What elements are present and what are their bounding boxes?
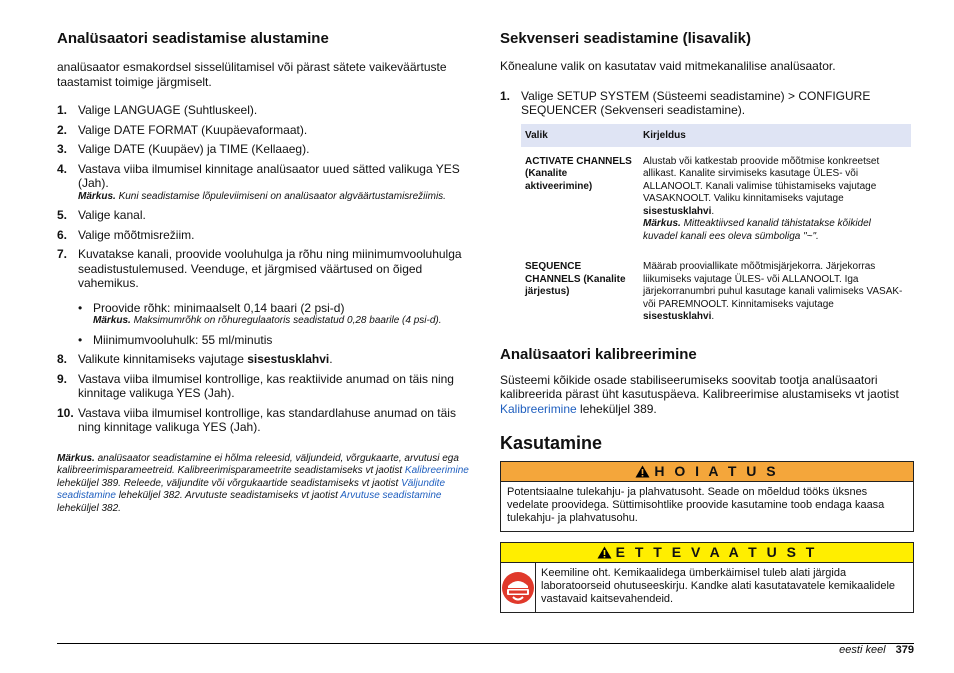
activate-note: Märkus. Mitteaktiivsed kanalid tähistatakse kõikidel kuvadel kanali ees oleva sümboliga "~". <box>643 218 871 242</box>
caution-body <box>501 563 913 612</box>
calibration-text: Süsteemi kõikide osade stabiliseerumiseks soovitab tootja analüsaatori kalibreerida pärast üht kasutuspäeva. Kalibreerimise alustamiseks vt jaotist Kalibreerimine leheküljel 389. <box>500 372 899 416</box>
step-4: 4. Vastava viiba ilmumisel kinnitage analüsaator uued sätted valikuga YES (Jah). Märkus. Kuni seadistamise lõpuleviimiseni on analüsaator algväärtustamisrežiimis. <box>57 162 477 204</box>
step-10: 10. Vastava viiba ilmumisel kontrollige, kas standardlahuse anumad on täis ning kinnitage valikuga YES (Jah). <box>57 405 456 434</box>
setup-steps <box>57 103 477 291</box>
table-header-row <box>521 124 911 147</box>
option-activate-channels: ACTIVATE CHANNELS (Kanalite aktiveerimine) <box>525 155 632 192</box>
sequencer-step-1: 1. Valige SETUP SYSTEM (Süsteemi seadistamine) > CONFIGURE SEQUENCER (Sekvenseri seadistamine). <box>500 88 871 117</box>
footer-divider <box>57 643 914 644</box>
warning-title: H O I A T U S <box>654 463 779 479</box>
setup-steps-continued <box>57 352 477 435</box>
page-number: 379 <box>895 644 914 656</box>
step-5: 5. Valige kanal. <box>57 208 146 222</box>
caution-triangle-icon <box>597 545 612 564</box>
table-header-option: Valik <box>521 124 639 147</box>
warning-triangle-icon <box>635 464 650 483</box>
table-row <box>521 147 911 250</box>
ppe-icon-cell <box>501 563 536 612</box>
step-2: 2. Valige DATE FORMAT (Kuupäevaformaat). <box>57 122 308 137</box>
caution-title: E T T E V A A T U S T <box>615 544 818 560</box>
link-kalibreerimine[interactable]: Kalibreerimine <box>500 401 577 416</box>
setup-heading: Analüsaatori seadistamise alustamine <box>57 30 329 47</box>
link-valjundite-seadistamine[interactable]: Väljundite seadistamine <box>57 477 445 501</box>
sequencer-steps <box>500 89 914 118</box>
calibration-heading: Analüsaatori kalibreerimine <box>500 345 697 363</box>
step-4-note: Märkus. Kuni seadistamise lõpuleviimiseni on analüsaator algväärtustamisrežiimis. <box>78 190 446 202</box>
table-row <box>521 249 911 330</box>
step-3: 3. Valige DATE (Kuupäev) ja TIME (Kellaaeg). <box>57 142 310 156</box>
option-description: Määrab prooviallikate mõõtmisjärjekorra. Järjekorras liikumiseks vajutage ÜLES- või ALLANOOLT. Iga järjekorranumbri puhul kasutage kanali valimiseks VASAK- või PAREMNOOLT. Kinnitamiseks vajutage sisestusklahvi. <box>643 261 903 322</box>
page-footer <box>839 643 914 657</box>
sequencer-options-table <box>521 124 911 330</box>
warning-header <box>501 462 913 482</box>
step-9: 9. Vastava viiba ilmumisel kontrollige, kas reaktiivide anumad on täis ning kinnitage valikuga YES (Jah). <box>57 371 454 400</box>
protective-gear-icon <box>501 571 535 605</box>
step-8: 8. Valikute kinnitamiseks vajutage sisestusklahvi. <box>57 352 333 366</box>
option-sequence-channels: SEQUENCE CHANNELS (Kanalite järjestus) <box>525 261 626 297</box>
table-header-description: Kirjeldus <box>639 124 911 147</box>
step-6: 6. Valige mõõtmisrežiim. <box>57 227 195 242</box>
range-item-flow: • Miinimumvooluhulk: 55 ml/minutis <box>78 332 273 347</box>
warning-box <box>500 461 914 532</box>
sequencer-intro: Kõnealune valik on kasutatav vaid mitmekanalilise analüsaator. <box>500 59 836 73</box>
range-item-pressure: • Proovide rõhk: minimaalselt 0,14 baari (2 psi-d) Märkus. Maksimumrõhk on rõhuregulaatoris seadistatud 0,28 baarile (4 psi-d). <box>57 301 477 328</box>
step-7: 7. Kuvatakse kanali, proovide vooluhulga ja rõhu ning miinimumvooluhulga seadistustulemused. Veenduge, et järgmised väärtused on õiged vahemikus. <box>57 247 462 290</box>
link-arvutuse-seadistamine[interactable]: Arvutuse seadistamine <box>340 490 442 501</box>
pressure-note: Märkus. Maksimumrõhk on rõhuregulaatoris seadistatud 0,28 baarile (4 psi-d). <box>93 315 442 326</box>
range-list <box>57 301 477 348</box>
left-column <box>57 30 477 515</box>
caution-box <box>500 542 914 613</box>
setup-intro: analüsaator esmakordsel sisselülitamisel või pärast sätete vaikeväärtuste taastamist toimige järgmiselt. <box>57 60 447 89</box>
sequencer-heading: Sekvenseri seadistamine (lisavalik) <box>500 30 751 47</box>
setup-final-note: Märkus. analüsaator seadistamine ei hõlma releesid, väljundeid, võrgukaarte, arvutusi ega kalibreerimisparameetreid. Kalibreerimisparameetrite seadistamiseks vt jaotist Kalibreerimine leheküljel 389. Releede, väljundite või võrgukaartide seadistamiseks vt jaotist Väljundite seadistamine leheküljel 382. Arvutuste seadistamiseks vt jaotist Arvutuse seadistamine leheküljel 382. <box>57 452 469 514</box>
right-column <box>500 30 914 613</box>
usage-heading: Kasutamine <box>500 433 603 453</box>
caution-header <box>501 543 913 563</box>
step-1: 1. Valige LANGUAGE (Suhtluskeel). <box>57 103 258 117</box>
option-description: Alustab või katkestab proovide mõõtmise konkreetset allikast. Kanalite sirvimiseks kasutage ÜLES- või ALLANOOLT. Kanali valimise tühistamiseks vajutage VASAKNOOLT. Valiku kinnitamiseks vajutage sisestusklahvi. Märkus. Mitteaktiivsed kanalid tähistatakse kõikidel kuvadel kanali ees oleva sümboliga "~". <box>643 155 880 242</box>
footer-language: eesti keel <box>839 644 886 656</box>
warning-text: Potentsiaalne tulekahju- ja plahvatusoht. Seade on mõeldud tööks üksnes vedelate proovidega. Süttimisohtlike proovide kasutamine toob endaga kaasa tulekahju- ja plahvatusohu. <box>507 486 885 524</box>
link-kalibreerimine[interactable]: Kalibreerimine <box>404 465 469 476</box>
caution-text: Keemiline oht. Kemikaalidega ümberkäimisel tuleb alati järgida laboratoorseid ohutuseeskirju. Kandke alati kasutatavatele kemikaalidele vastavaid kaitsevahendeid. <box>541 567 896 605</box>
